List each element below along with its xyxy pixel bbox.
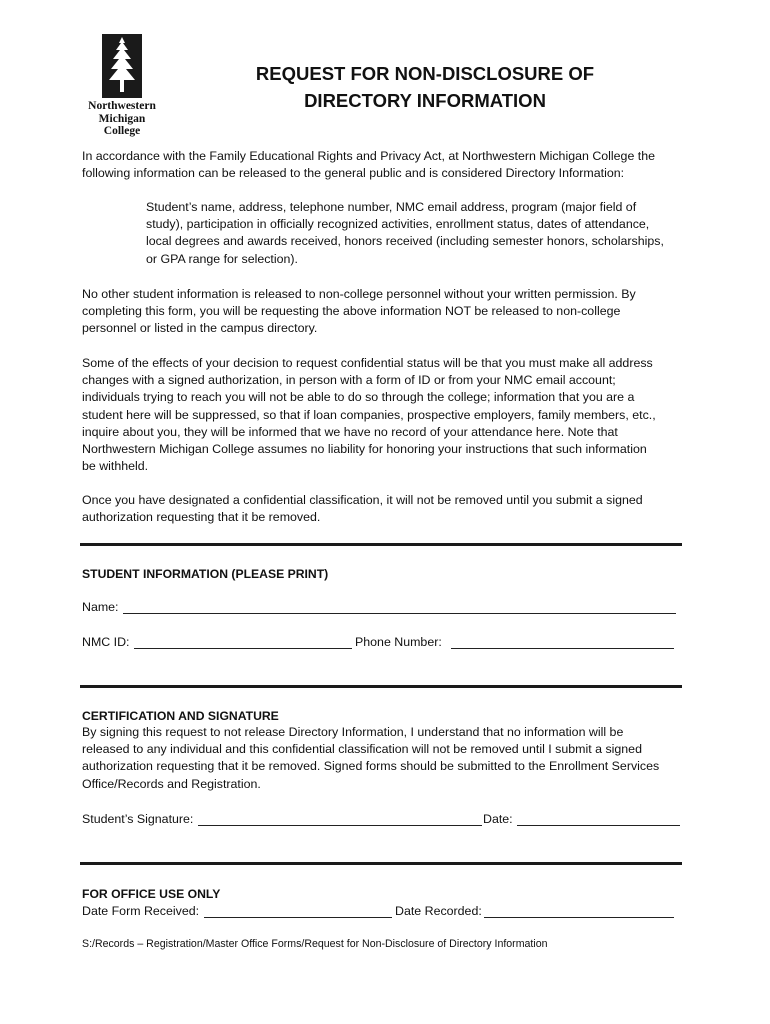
form-title	[200, 60, 650, 114]
office-use-heading: FOR OFFICE USE ONLY	[82, 887, 221, 901]
title-line: DIRECTORY INFORMATION	[304, 90, 546, 111]
text-line: individuals trying to reach you will not be able to do so through the college; information that you are a	[82, 390, 635, 405]
nmc-id-field[interactable]	[134, 648, 352, 649]
date-received-field[interactable]	[204, 917, 392, 918]
no-other-paragraph	[82, 286, 682, 338]
text-line: study), participation in officially recognized activities, enrollment status, dates of attendance,	[146, 217, 650, 232]
text-line: or GPA range for selection).	[146, 251, 298, 266]
name-row	[82, 599, 682, 617]
logo-line: College	[103, 125, 141, 137]
text-line: authorization requesting that it be removed. Signed forms should be submitted to the Enrollment Services	[82, 759, 660, 774]
date-field[interactable]	[517, 825, 680, 826]
college-logo	[76, 34, 168, 137]
office-dates-row	[82, 903, 682, 921]
signature-row	[82, 811, 682, 829]
text-line: authorization requesting that it be removed.	[82, 510, 321, 525]
text-line: By signing this request to not release Directory Information, I understand that no information will be	[82, 725, 624, 739]
text-line: Student’s name, address, telephone number, NMC email address, program (major field of	[146, 200, 637, 214]
signature-label: Student’s Signature:	[82, 812, 194, 826]
text-line: personnel or listed in the campus directory.	[82, 321, 318, 336]
id-phone-row	[82, 634, 682, 652]
pine-tree-icon	[102, 34, 142, 98]
file-path-footer: S:/Records – Registration/Master Office Forms/Request for Non-Disclosure of Directory Information	[82, 938, 548, 950]
text-line: Office/Records and Registration.	[82, 776, 261, 791]
text-line: In accordance with the Family Educational Rights and Privacy Act, at Northwestern Michigan College the	[82, 149, 656, 163]
date-received-label: Date Form Received:	[82, 904, 200, 918]
text-line: completing this form, you will be requesting the above information NOT be released to non-college	[82, 304, 621, 319]
phone-number-field[interactable]	[451, 648, 674, 649]
text-line: Some of the effects of your decision to request confidential status will be that you must make all address	[82, 356, 653, 370]
name-label: Name:	[82, 600, 119, 614]
intro-paragraph	[82, 148, 682, 182]
certification-paragraph	[82, 724, 682, 793]
signature-field[interactable]	[198, 825, 482, 826]
nmc-id-label: NMC ID:	[82, 635, 130, 649]
date-recorded-field[interactable]	[484, 917, 674, 918]
section-divider	[80, 685, 682, 688]
text-line: released to any individual and this confidential classification will not be removed until I submit a signed	[82, 742, 642, 757]
effects-paragraph	[82, 355, 682, 475]
text-line: inquire about you, they will be informed that we have no record of your attendance here. Note that	[82, 424, 618, 439]
logo-line: Michigan	[98, 112, 146, 125]
text-line: local degrees and awards received, honors received (including semester honors, scholarships,	[146, 234, 664, 249]
date-recorded-label: Date Recorded:	[395, 904, 482, 918]
section-divider	[80, 543, 682, 546]
text-line: be withheld.	[82, 459, 149, 474]
logo-line: Northwestern	[88, 100, 156, 112]
logo-wordmark	[76, 100, 168, 138]
date-label: Date:	[483, 812, 513, 826]
name-field[interactable]	[123, 613, 676, 614]
text-line: Once you have designated a confidential classification, it will not be removed until you submit a signed	[82, 493, 643, 507]
section-divider	[80, 862, 682, 865]
text-line: changes with a signed authorization, in person with a form of ID or from your NMC email account;	[82, 373, 616, 388]
text-line: student here will be suppressed, so that if loan companies, prospective employers, family members, etc.,	[82, 407, 656, 422]
certification-heading: CERTIFICATION AND SIGNATURE	[82, 709, 279, 723]
text-line: No other student information is released to non-college personnel without your written permission. By	[82, 287, 636, 301]
text-line: Northwestern Michigan College assumes no liability for honoring your instructions that such information	[82, 442, 647, 457]
directory-info-paragraph	[146, 199, 686, 268]
phone-number-label: Phone Number:	[355, 635, 442, 649]
student-info-heading: STUDENT INFORMATION (PLEASE PRINT)	[82, 567, 329, 581]
title-line: REQUEST FOR NON-DISCLOSURE OF	[255, 63, 595, 84]
once-paragraph	[82, 492, 682, 526]
text-line: following information can be released to the general public and is considered Directory Information:	[82, 166, 625, 181]
